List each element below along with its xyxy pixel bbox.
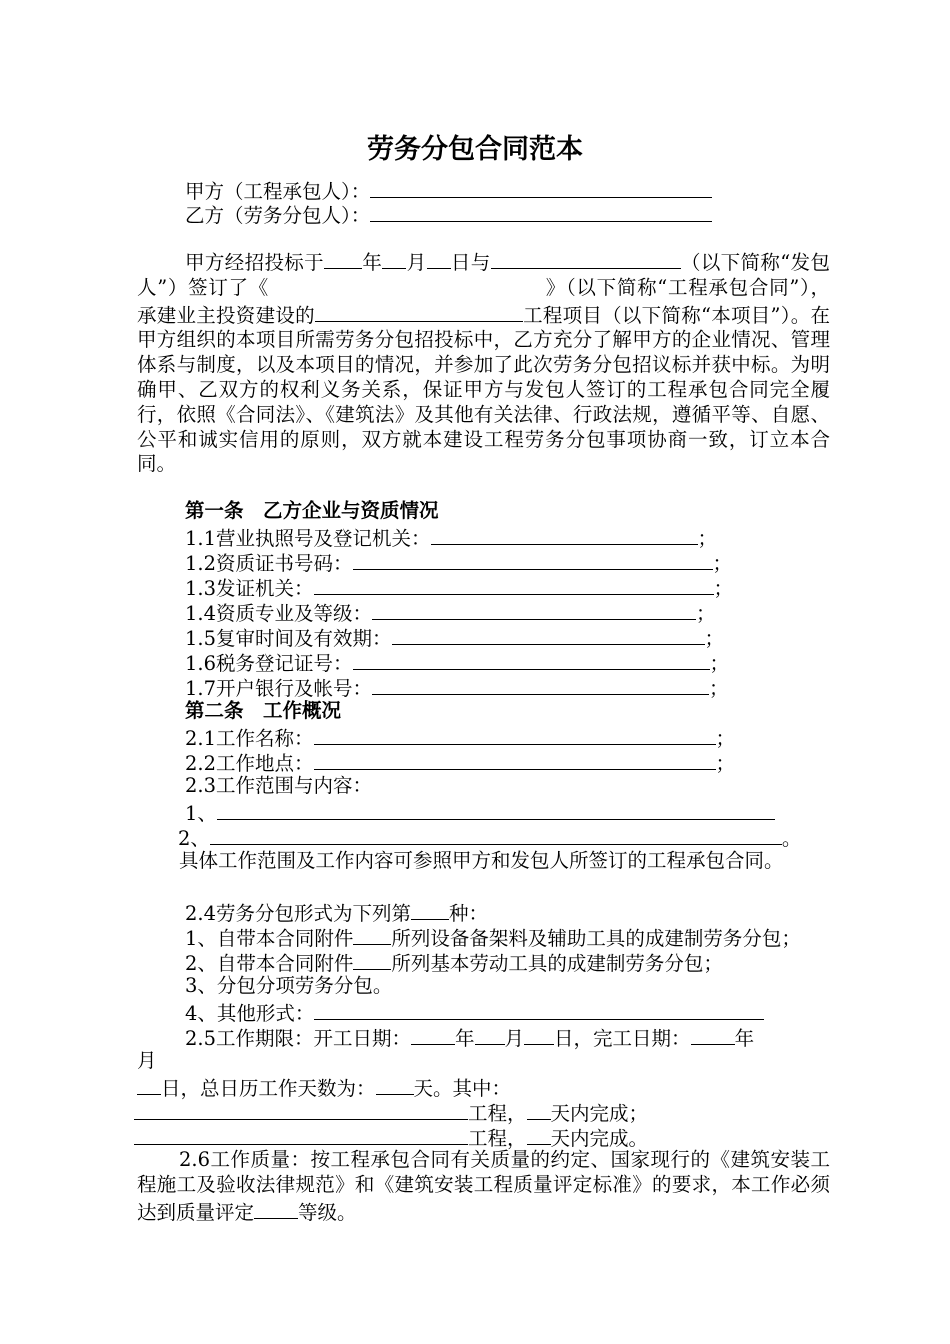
party-a-label: 甲方（工程承包人）：: [185, 180, 371, 203]
form-option-2-text: 所列基本劳动工具的成建制劳务分包；: [391, 952, 723, 975]
total-days-blank[interactable]: [376, 1074, 414, 1095]
article-1-item-label: 1.3发证机关：: [185, 577, 314, 600]
sub-work-line: [134, 1124, 648, 1151]
article-1-item-label: 1.2资质证书号码：: [185, 552, 353, 575]
semicolon: ；: [715, 727, 736, 750]
article-1-item-label: 1.7开户银行及帐号：: [185, 677, 373, 700]
semicolon: ；: [713, 577, 734, 600]
article-1-item-blank[interactable]: [431, 524, 698, 545]
scope-item-1-blank[interactable]: [217, 799, 775, 820]
article-1-item-blank[interactable]: [353, 649, 710, 670]
work-term-line: [185, 1024, 754, 1051]
scope-item-2: [178, 824, 801, 851]
intro-text-1: 甲方经招投标于: [185, 251, 325, 274]
semicolon: ；: [712, 552, 733, 575]
article-1-item: [185, 524, 717, 551]
article-1-item-label: 1.1营业执照号及登记机关：: [185, 527, 431, 550]
form-option-4-label: 4、其他形式：: [185, 1002, 315, 1025]
intro-employer-blank[interactable]: [491, 248, 681, 269]
work-form-blank[interactable]: [411, 899, 449, 920]
form-option-1-blank[interactable]: [353, 924, 391, 945]
article-1-item: [185, 674, 729, 701]
article-1-item: [185, 624, 724, 651]
intro-day-blank[interactable]: [427, 248, 451, 269]
work-scope-label: 2.3工作范围与内容：: [185, 774, 373, 797]
start-day-blank[interactable]: [524, 1024, 554, 1045]
intro-text-6: 》（以下简称“工程承包合同”），承建业主投资建设的: [137, 275, 830, 327]
work-term-days-line: [137, 1074, 511, 1101]
semicolon: ；: [696, 602, 716, 625]
work-place-label: 2.2工作地点：: [185, 752, 314, 775]
party-b-line: [185, 201, 712, 228]
work-place-line: [185, 749, 735, 776]
page-title: 劳务分包合同范本: [367, 134, 583, 165]
form-option-2-blank[interactable]: [353, 949, 391, 970]
full-stop: 。: [781, 827, 802, 850]
article-2-heading: 第二条 工作概况: [185, 699, 342, 722]
intro-paragraph: [137, 248, 830, 477]
quality-suffix: 等级。: [298, 1200, 357, 1224]
sub-work-blank[interactable]: [134, 1124, 468, 1145]
sub-work-suffix: 天内完成；: [550, 1102, 649, 1125]
work-name-blank[interactable]: [314, 724, 716, 745]
work-form-label: 2.4劳务分包形式为下列第: [185, 902, 412, 925]
work-place-blank[interactable]: [314, 749, 716, 770]
intro-year-blank[interactable]: [324, 248, 362, 269]
article-1-item-blank[interactable]: [372, 674, 709, 695]
intro-text-4: 日与: [450, 251, 491, 274]
party-b-label: 乙方（劳务分包人）：: [185, 204, 371, 227]
semicolon: ；: [709, 652, 730, 675]
form-option-1-label: 1、自带本合同附件: [185, 927, 354, 950]
intro-text-7: 工程项目（以下简称“本项目”）。在甲方组织的本项目所需劳务分包招投标中，乙方充分了解甲方的企业情况、管理体系与制度，以及本项目的情况，并参加了此次劳务分包招议标并获中标。为明确甲、乙双方的权利义务关系，保证甲方与发包人签订的工程承包合同完全履行，依照《合同法》、《建筑法》及其他有关法律、行政法规，遵循平等、自愿、公平和诚实信用的原则，双方就本建设工程劳务分包事项协商一致，订立本合同。: [137, 303, 830, 476]
scope-item-2-label: 2、: [178, 827, 210, 850]
end-day-blank[interactable]: [137, 1074, 161, 1095]
party-a-line: [185, 177, 712, 204]
form-option-3: 3、分包分项劳务分包。: [185, 974, 393, 997]
article-1-item-blank[interactable]: [392, 624, 705, 645]
work-name-label: 2.1工作名称：: [185, 727, 314, 750]
form-option-2-label: 2、自带本合同附件: [185, 952, 354, 975]
article-1-item: [185, 649, 729, 676]
work-form-line: [185, 899, 488, 926]
article-1-heading: 第一条 乙方企业与资质情况: [185, 499, 439, 522]
article-1-item: [185, 574, 733, 601]
semicolon: ；: [697, 527, 718, 550]
form-option-1: [185, 924, 801, 951]
form-option-2: [185, 949, 723, 976]
article-1-item-label: 1.6税务登记证号：: [185, 652, 353, 675]
article-1-item-label: 1.4资质专业及等级：: [185, 602, 373, 625]
scope-item-1-label: 1、: [185, 802, 217, 825]
total-days-suffix: 天。其中：: [413, 1077, 512, 1100]
work-name-line: [185, 724, 735, 751]
sub-work-days-blank[interactable]: [527, 1099, 551, 1120]
scope-detail-paragraph: 具体工作范围及工作内容可参照甲方和发包人所签订的工程承包合同。: [179, 849, 784, 872]
article-1-item: [185, 599, 716, 626]
quality-grade-blank[interactable]: [254, 1198, 298, 1219]
party-b-blank[interactable]: [370, 201, 712, 222]
intro-text-5: （以下简称“发包人”）签订了《: [137, 251, 830, 299]
article-1-item: [185, 549, 732, 576]
start-year-blank[interactable]: [411, 1024, 455, 1045]
scope-item-2-blank[interactable]: [210, 824, 782, 845]
semicolon: ；: [715, 752, 736, 775]
month-text: 月: [504, 1027, 525, 1050]
total-days-label: 日，总日历工作天数为：: [161, 1077, 376, 1100]
form-option-4: [185, 999, 764, 1026]
work-term-label: 2.5工作期限：开工日期：: [185, 1027, 412, 1050]
year-text: 年: [734, 1027, 755, 1050]
article-1-item-blank[interactable]: [372, 599, 696, 620]
form-option-1-text: 所列设备备架料及辅助工具的成建制劳务分包；: [391, 927, 801, 950]
intro-text-2: 年: [362, 251, 383, 274]
semicolon: ；: [704, 627, 725, 650]
sub-work-label: 工程，: [468, 1102, 527, 1125]
form-option-4-blank[interactable]: [314, 999, 764, 1020]
work-term-month: 月: [137, 1049, 157, 1072]
quality-text: 2.6工作质量：按工程承包合同有关质量的约定、国家现行的《建筑安装工程施工及验收法律规范》和《建筑安装工程质量评定标准》的要求，本工作必须达到质量评定: [137, 1148, 830, 1224]
sub-work-line: [134, 1099, 648, 1126]
quality-paragraph: [137, 1148, 830, 1225]
intro-month-blank[interactable]: [382, 248, 406, 269]
work-form-suffix: 种：: [449, 902, 489, 925]
sub-work-label: 工程，: [468, 1127, 527, 1150]
sub-work-blank[interactable]: [134, 1099, 468, 1120]
scope-item-1: [185, 799, 775, 826]
start-month-blank[interactable]: [475, 1024, 505, 1045]
article-1-item-blank[interactable]: [314, 574, 714, 595]
sub-work-suffix: 天内完成。: [550, 1127, 649, 1150]
intro-text-3: 月: [406, 251, 427, 274]
article-1-item-blank[interactable]: [353, 549, 713, 570]
party-a-blank[interactable]: [370, 177, 712, 198]
finish-date-label: 日，完工日期：: [554, 1027, 691, 1050]
end-year-blank[interactable]: [691, 1024, 735, 1045]
year-text: 年: [455, 1027, 475, 1050]
article-1-item-label: 1.5复审时间及有效期：: [185, 627, 392, 650]
sub-work-days-blank[interactable]: [527, 1124, 551, 1145]
semicolon: ；: [709, 677, 729, 700]
intro-project-blank[interactable]: [315, 301, 523, 322]
